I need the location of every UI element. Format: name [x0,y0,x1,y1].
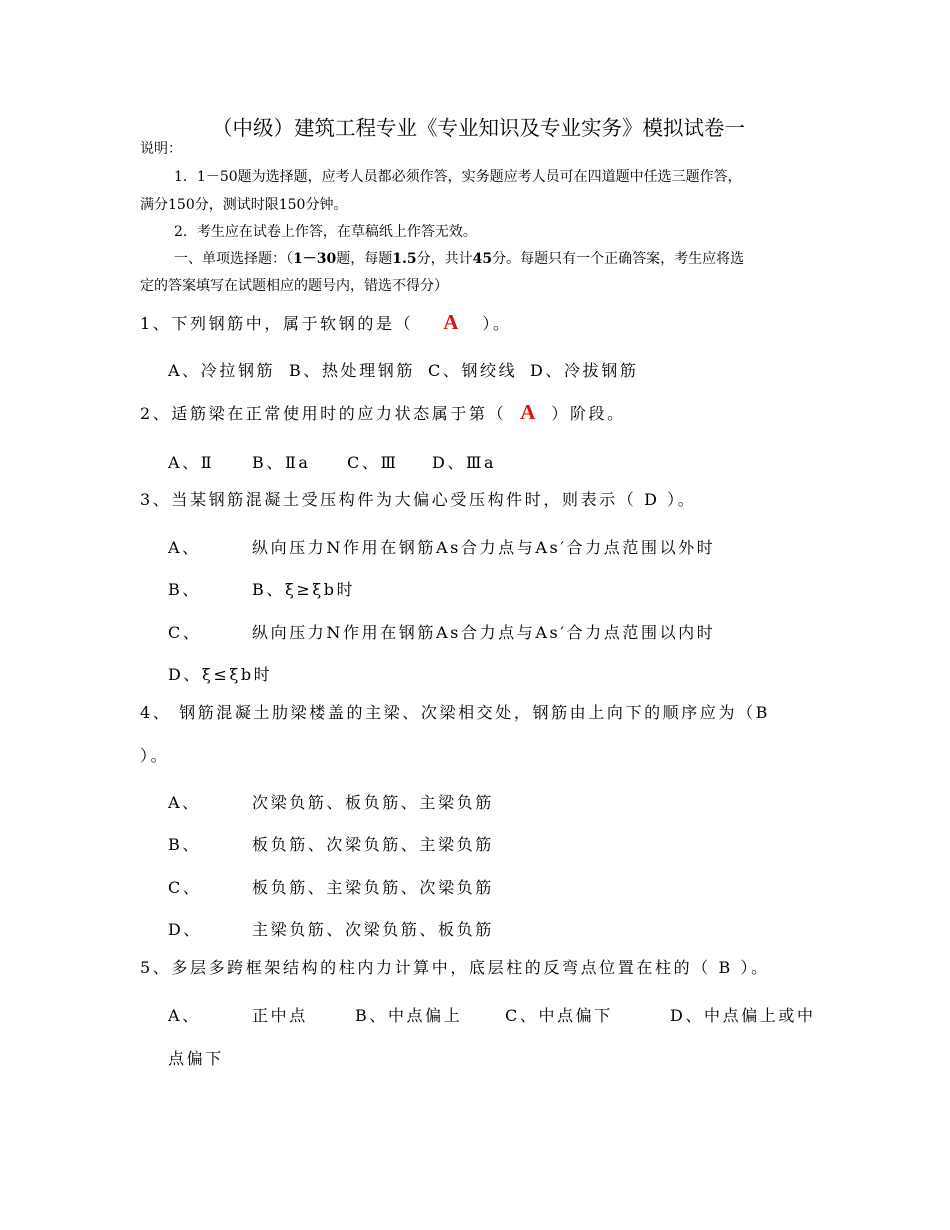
q5-option-a-text: 正中点 [252,1006,308,1025]
notes-heading: 说明： [140,141,182,157]
question-5-stem: 5、多层多跨框架结构的柱内力计算中，底层柱的反弯点位置在柱的（ B ）。 [140,958,770,977]
q4-option-d-text: 主梁负筋、次梁负筋、板负筋 [252,920,494,939]
question-4-stem: 4、 钢筋混凝土肋梁楼盖的主梁、次梁相交处，钢筋由上向下的顺序应为（B [140,703,771,722]
q3-option-b-text: B、ξ≥ξb时 [252,580,356,599]
question-1-stem: 1、下列钢筋中，属于软钢的是（ A ）。 [140,310,512,334]
q2-option-a: A、Ⅱ [168,453,215,472]
q4-option-d-label: D、 [168,920,203,939]
question-1-answer: A [443,310,459,334]
note-1-line-2: 满分150分，测试时限150分钟。 [140,197,348,213]
q3-option-c-label: C、 [168,623,202,642]
q4-option-b-label: B、 [168,835,201,854]
q3-option-d: D、ξ≤ξb时 [168,665,273,684]
q3-option-b-label: B、 [168,580,201,599]
q3-option-a-label: A、 [168,538,201,557]
q2-option-b: B、Ⅱa [252,453,311,472]
question-2-answer: A [520,400,536,424]
q2-option-c: C、Ⅲ [347,453,399,472]
q3-option-c-text: 纵向压力N作用在钢筋As合力点与As′合力点范围以内时 [252,623,716,642]
q5-option-d-continued: 点偏下 [168,1049,224,1068]
q3-option-a-text: 纵向压力N作用在钢筋As合力点与As′合力点范围以外时 [252,538,716,557]
q5-option-d: D、中点偏上或中 [670,1006,816,1025]
q2-option-d: D、Ⅲa [432,453,497,472]
note-1-line-1: 1．1－50题为选择题，应考人员都必须作答，实务题应考人员可在四道题中任选三题作答， [174,169,742,185]
q5-option-c: C、中点偏下 [505,1006,613,1025]
question-4-stem-end: ）。 [140,746,170,765]
q4-option-b-text: 板负筋、次梁负筋、主梁负筋 [252,835,494,854]
question-3-stem: 3、当某钢筋混凝土受压构件为大偏心受压构件时，则表示（ D ）。 [140,490,697,509]
note-2: 2．考生应在试卷上作答，在草稿纸上作答无效。 [174,224,477,240]
section-heading: 一、单项选择题：（1－30题，每题1.5分，共计45分。每题只有一个正确答案，考生应将选 [174,251,745,267]
q1-option-b: B、热处理钢筋 [289,361,415,380]
q4-option-c-label: C、 [168,878,202,897]
q1-option-c: C、钢绞线 [428,361,518,380]
q1-option-d: D、冷拔钢筋 [530,361,639,380]
q4-option-a-label: A、 [168,793,201,812]
question-2-stem: 2、适筋梁在正常使用时的应力状态属于第（ A ）阶段。 [140,400,626,424]
q5-option-b: B、中点偏上 [355,1006,463,1025]
q1-option-a: A、冷拉钢筋 [168,361,276,380]
q4-option-a-text: 次梁负筋、板负筋、主梁负筋 [252,793,494,812]
q4-option-c-text: 板负筋、主梁负筋、次梁负筋 [252,878,494,897]
page-title: （中级）建筑工程专业《专业知识及专业实务》模拟试卷一 [212,116,745,140]
q5-option-a-label: A、 [168,1006,201,1025]
section-heading-line-2: 定的答案填写在试题相应的题号内，错选不得分） [140,278,448,294]
